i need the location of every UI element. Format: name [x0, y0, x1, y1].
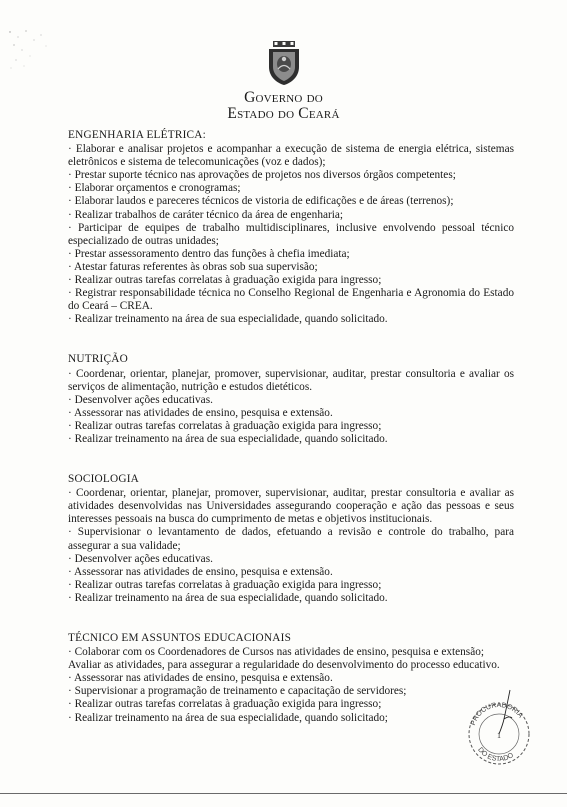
- signature-icon: [499, 690, 512, 734]
- list-item: Avaliar as atividades, para assegurar a regularidade do desenvolvimento do processo educativo.: [68, 659, 500, 672]
- list-item: · Realizar treinamento na área de sua especialidade, quando solicitado;: [68, 711, 388, 724]
- government-line-2: Estado do Ceará: [227, 105, 340, 122]
- list-item: · Realizar outras tarefas correlatas à graduação exigida para ingresso;: [68, 578, 382, 591]
- list-item: · Assessorar nas atividades de ensino, pesquisa e extensão.: [68, 406, 333, 419]
- list-item: · Registrar responsabilidade técnica no Conselho Regional de Engenharia e Agronomia do Estado do Ceará – CREA.: [68, 287, 514, 313]
- list-item: · Assessorar nas atividades de ensino, pesquisa e extensão.: [68, 565, 333, 578]
- list-item: · Coordenar, orientar, planejar, promover, supervisionar, auditar, prestar consultoria e avaliar as atividades desenvolvidas nas Universidades assegurando cooperação e ação das pessoas e seus interesses pessoais na busca do cumprimento de metas e objetivos institucionais.: [68, 487, 514, 526]
- state-coat-of-arms-icon: [265, 40, 303, 86]
- list-item: · Supervisionar a programação de treinamento e capacitação de servidores;: [68, 685, 407, 698]
- government-line-1: Governo do: [244, 89, 323, 106]
- list-item: · Desenvolver ações educativas.: [68, 393, 213, 406]
- list-item: · Realizar outras tarefas correlatas à graduação exigida para ingresso;: [68, 698, 382, 711]
- list-item: · Realizar treinamento na área de sua especialidade, quando solicitado.: [68, 591, 388, 604]
- list-item: · Realizar treinamento na área de sua especialidade, quando solicitado.: [68, 313, 388, 326]
- section-title: TÉCNICO EM ASSUNTOS EDUCACIONAIS: [68, 632, 292, 644]
- section-nutricao: [68, 353, 514, 446]
- list-item: · Assessorar nas atividades de ensino, pesquisa e extensão.: [68, 672, 333, 685]
- list-item: · Realizar treinamento na área de sua especialidade, quando solicitado.: [68, 432, 388, 445]
- list-item: · Participar de equipes de trabalho multidisciplinares, inclusive envolvendo pessoal técnico especializado de outras unidades;: [68, 221, 514, 247]
- list-item: · Elaborar laudos e pareceres técnicos de vistoria de edificações e de áreas (terrenos);: [68, 195, 454, 208]
- list-item: · Realizar trabalhos de caráter técnico da área de engenharia;: [68, 208, 344, 221]
- footer-rule: [0, 793, 567, 794]
- list-item: · Realizar outras tarefas correlatas à graduação exigida para ingresso;: [68, 419, 382, 432]
- list-item: · Colaborar com os Coordenadores de Cursos nas atividades de ensino, pesquisa e extensão;: [68, 646, 484, 659]
- stamp-top-text: PROCURADORIA: [469, 701, 524, 727]
- section-title: SOCIOLOGIA: [68, 473, 140, 486]
- svg-text:DO ESTADO: [476, 746, 515, 763]
- document-body: [68, 129, 514, 752]
- section-title: ENGENHARIA ELÉTRICA:: [68, 129, 206, 141]
- stamp-bottom-text: DO ESTADO: [476, 746, 515, 764]
- section-engenharia-eletrica: [68, 129, 514, 326]
- list-item: · Atestar faturas referentes às obras sob sua supervisão;: [68, 260, 318, 273]
- list-item: · Elaborar orçamentos e cronogramas;: [68, 182, 241, 195]
- list-item: · Supervisionar o levantamento de dados, efetuando a revisão e controle do trabalho, para assegurar a sua validade;: [68, 526, 514, 552]
- list-item: · Desenvolver ações educativas.: [68, 552, 213, 565]
- procuradoria-stamp: [462, 686, 534, 772]
- stamp-number: 1: [497, 731, 501, 740]
- section-sociologia: [68, 473, 514, 605]
- list-item: · Coordenar, orientar, planejar, promover, supervisionar, auditar, prestar consultoria e avaliar os serviços de alimentação, nutrição e estudos dietéticos.: [68, 367, 514, 393]
- letterhead: [0, 40, 567, 122]
- list-item: · Elaborar e analisar projetos e acompanhar a execução de sistema de energia elétrica, sistemas eletrônicos e sistema de telecomunicações (voz e dados);: [68, 143, 514, 169]
- list-item: · Prestar assessoramento dentro das funções à chefia imediata;: [68, 247, 350, 260]
- list-item: · Prestar suporte técnico nas aprovações de projetos nos diversos órgãos competentes;: [68, 169, 456, 182]
- section-tecnico-assuntos-educacionais: [68, 632, 514, 725]
- section-title: NUTRIÇÃO: [68, 353, 128, 366]
- list-item: · Realizar outras tarefas correlatas à graduação exigida para ingresso;: [68, 274, 382, 287]
